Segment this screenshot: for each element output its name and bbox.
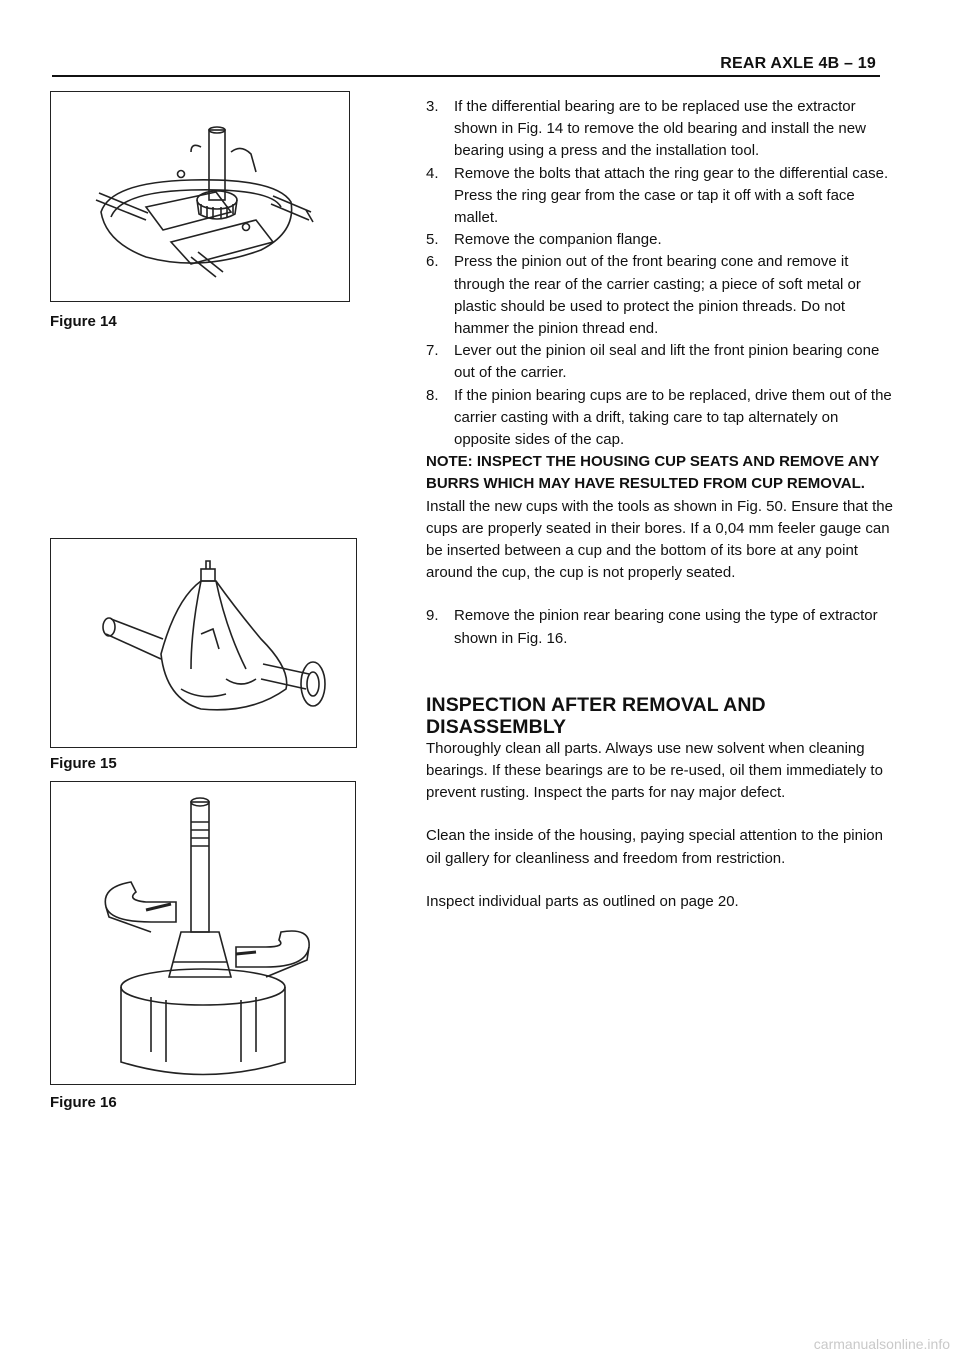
procedure-step-9 [426, 605, 896, 649]
section-heading: INSPECTION AFTER REMOVAL AND DISASSEMBLY [426, 693, 766, 738]
list-item: 4. Remove the bolts that attach the ring gear to the differential case. Press the ring gear from the case or tap it off with a soft face mallet. [426, 164, 889, 227]
bearing-extractor-illustration [51, 92, 349, 301]
pinion-bearing-removal-illustration [51, 782, 355, 1084]
list-item: 5. Remove the companion flange. [426, 231, 662, 249]
figure-14-image [50, 91, 350, 302]
page-title: REAR AXLE 4B – 19 [720, 55, 876, 72]
note-text: NOTE: INSPECT THE HOUSING CUP SEATS AND REMOVE ANY BURRS WHICH MAY HAVE RESULTED FROM CUP REMOVAL. [426, 453, 880, 493]
differential-carrier-illustration [51, 539, 356, 747]
procedure-steps [426, 96, 896, 451]
figure-16-caption: Figure 16 [50, 1094, 117, 1111]
install-text: Install the new cups with the tools as shown in Fig. 50. Ensure that the cups are properly seated in their bores. If a 0,04 mm feeler gauge can be inserted between a cup and the bottom of its bore at any point around the cup, the cup is not properly seated. [426, 497, 893, 582]
inspection-para-3: Inspect individual parts as outlined on page 20. [426, 892, 739, 910]
figure-16-image [50, 781, 356, 1085]
list-item: 6. Press the pinion out of the front bearing cone and remove it through the rear of the carrier casting; a piece of soft metal or plastic should be used to protect the pinion threads. Do not hammer the pinion thread end. [426, 253, 861, 338]
inspection-para-2: Clean the inside of the housing, paying special attention to the pinion oil gallery for cleanliness and freedom from restriction. [426, 827, 883, 867]
page-header [0, 0, 960, 80]
list-item: 3. If the differential bearing are to be replaced use the extractor shown in Fig. 14 to remove the old bearing and install the new bearing using a press and the installation tool. [426, 98, 866, 160]
main-text-column [426, 96, 896, 913]
watermark: carmanualsonline.info [813, 1336, 950, 1352]
figure-15-caption: Figure 15 [50, 755, 117, 772]
list-item: 7. Lever out the pinion oil seal and lift the front pinion bearing cone out of the carrier. [426, 342, 880, 382]
figure-15-image [50, 538, 357, 748]
header-rule [52, 75, 880, 77]
list-item: 9. Remove the pinion rear bearing cone using the type of extractor shown in Fig. 16. [426, 607, 878, 647]
figure-14-caption: Figure 14 [50, 313, 117, 330]
inspection-para-1: Thoroughly clean all parts. Always use new solvent when cleaning bearings. If these bearings are to be re-used, oil them immediately to prevent rusting. Inspect the parts for nay major defect. [426, 739, 883, 802]
list-item: 8. If the pinion bearing cups are to be replaced, drive them out of the carrier casting with a drift, taking care to tap alternately on opposite sides of the cap. [426, 386, 892, 449]
